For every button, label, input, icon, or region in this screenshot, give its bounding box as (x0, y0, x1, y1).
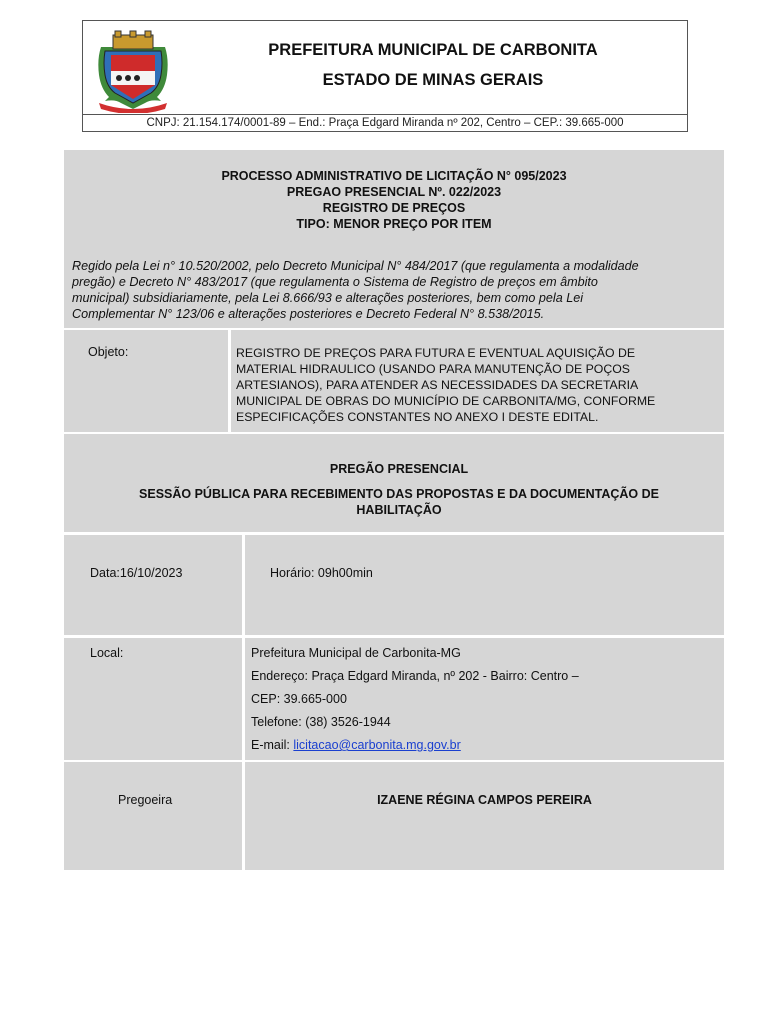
legal-line: Regido pela Lei n° 10.520/2002, pelo Decreto Municipal N° 484/2017 (que regulamenta a modalidade (72, 259, 639, 273)
local-label-cell (64, 638, 242, 760)
session-date: Data:16/10/2023 (90, 566, 183, 580)
process-info-block (64, 150, 724, 328)
municipal-coat-of-arms-icon (95, 29, 171, 113)
objeto-description-cell (231, 330, 724, 432)
local-details (251, 642, 721, 757)
local-address: Endereço: Praça Edgard Miranda, nº 202 - Bairro: Centro – (251, 669, 579, 683)
email-label: E-mail: (251, 738, 294, 752)
objeto-label-cell (64, 330, 228, 432)
pregoeira-label-cell (64, 762, 242, 870)
date-cell (64, 535, 242, 635)
legal-basis-text (72, 258, 724, 322)
objeto-line: MUNICIPAL DE OBRAS DO MUNICÍPIO DE CARBONITA/MG, CONFORME (236, 394, 656, 408)
legal-line: municipal) subsidiariamente, pela Lei 8.666/93 e alterações posteriores, bem como pela Lei (72, 291, 584, 305)
legal-line: pregão) e Decreto N° 483/2017 (que regulamenta o Sistema de Registro de preços em âmbito (72, 275, 598, 289)
objeto-line: MATERIAL HIDRAULICO (USANDO PARA MANUTENÇÃO DE POÇOS (236, 362, 631, 376)
cnpj-address-line: CNPJ: 21.154.174/0001-89 – End.: Praça Edgard Miranda nº 202, Centro – CEP.: 39.665-000 (83, 114, 687, 131)
session-subtitle (64, 486, 734, 518)
local-label: Local: (90, 646, 124, 660)
page-title: PREFEITURA MUNICIPAL DE CARBONITA (268, 41, 598, 59)
objeto-line: REGISTRO DE PREÇOS PARA FUTURA E EVENTUAL AQUISIÇÃO DE (236, 346, 636, 360)
local-details-cell (245, 638, 724, 760)
pregoeira-label: Pregoeira (118, 793, 173, 807)
local-cep: CEP: 39.665-000 (251, 692, 347, 706)
registro-precos-label: REGISTRO DE PREÇOS (322, 201, 466, 215)
session-subtitle-line: SESSÃO PÚBLICA PARA RECEBIMENTO DAS PROPOSTAS E DA DOCUMENTAÇÃO DE (139, 487, 659, 501)
email-link[interactable]: licitacao@carbonita.mg.gov.br (293, 738, 461, 752)
time-cell (245, 535, 724, 635)
process-heading (64, 168, 724, 232)
tipo-label: TIPO: MENOR PREÇO POR ITEM (296, 217, 492, 231)
objeto-label: Objeto: (88, 345, 129, 359)
session-subtitle-line: HABILITAÇÃO (356, 503, 442, 517)
pregoeira-name: IZAENE RÉGINA CAMPOS PEREIRA (377, 793, 592, 807)
objeto-line: ARTESIANOS), PARA ATENDER AS NECESSIDADES DA SECRETARIA (236, 378, 639, 392)
pregoeira-name-cell (245, 762, 724, 870)
session-time: Horário: 09h00min (270, 566, 373, 580)
session-block (64, 434, 724, 532)
objeto-line: ESPECIFICAÇÕES CONSTANTES NO ANEXO I DESTE EDITAL. (236, 410, 599, 424)
process-number: PROCESSO ADMINISTRATIVO DE LICITAÇÃO N° 095/2023 (221, 169, 567, 183)
objeto-description (236, 345, 722, 425)
page-subtitle: ESTADO DE MINAS GERAIS (322, 71, 544, 89)
legal-line: Complementar N° 123/06 e alterações posteriores e Decreto Federal N° 8.538/2015. (72, 307, 545, 321)
letterhead (82, 20, 688, 132)
local-phone: Telefone: (38) 3526-1944 (251, 715, 391, 729)
local-name: Prefeitura Municipal de Carbonita-MG (251, 646, 461, 660)
pregao-number: PREGAO PRESENCIAL Nº. 022/2023 (286, 185, 502, 199)
local-email-row (251, 734, 721, 757)
session-title: PREGÃO PRESENCIAL (329, 462, 469, 476)
